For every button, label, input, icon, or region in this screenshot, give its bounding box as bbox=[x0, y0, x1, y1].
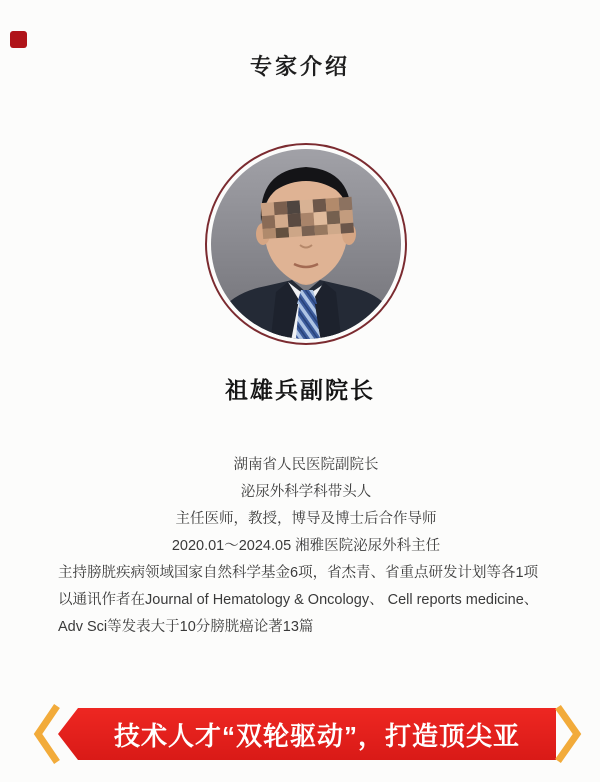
bio-line: Adv Sci等发表大于10分膀胱癌论著13篇 bbox=[58, 619, 314, 635]
page-title: 专家介绍 bbox=[249, 54, 350, 79]
bio-line: 主任医师，教授，博导及博士后合作导师 bbox=[175, 511, 437, 527]
bio-line: 湖南省人民医院副院长 bbox=[233, 457, 379, 473]
portrait-illustration bbox=[204, 142, 408, 346]
left-chevron-icon bbox=[38, 706, 57, 762]
bottom-banner bbox=[0, 698, 600, 770]
corner-red-mark bbox=[10, 31, 27, 48]
pixelation-overlay bbox=[261, 197, 354, 239]
banner-text: 技术人才“双轮驱动”，打造顶尖亚 bbox=[113, 720, 520, 751]
expert-name: 祖雄兵副院长 bbox=[225, 377, 375, 403]
expert-photo bbox=[204, 142, 408, 346]
right-chevron-icon bbox=[558, 707, 577, 761]
expert-bio bbox=[58, 452, 554, 641]
bio-line: 2020.01～2024.05 湘雅医院泌尿外科主任 bbox=[171, 538, 441, 554]
bio-line: 以通讯作者在Journal of Hematology & Oncology、 Cell reports medicine、 bbox=[58, 592, 539, 608]
bio-line: 主持膀胱疾病领域国家自然科学基金6项，省杰青、省重点研发计划等各1项 bbox=[58, 565, 539, 581]
bio-line: 泌尿外科学科带头人 bbox=[240, 484, 372, 500]
